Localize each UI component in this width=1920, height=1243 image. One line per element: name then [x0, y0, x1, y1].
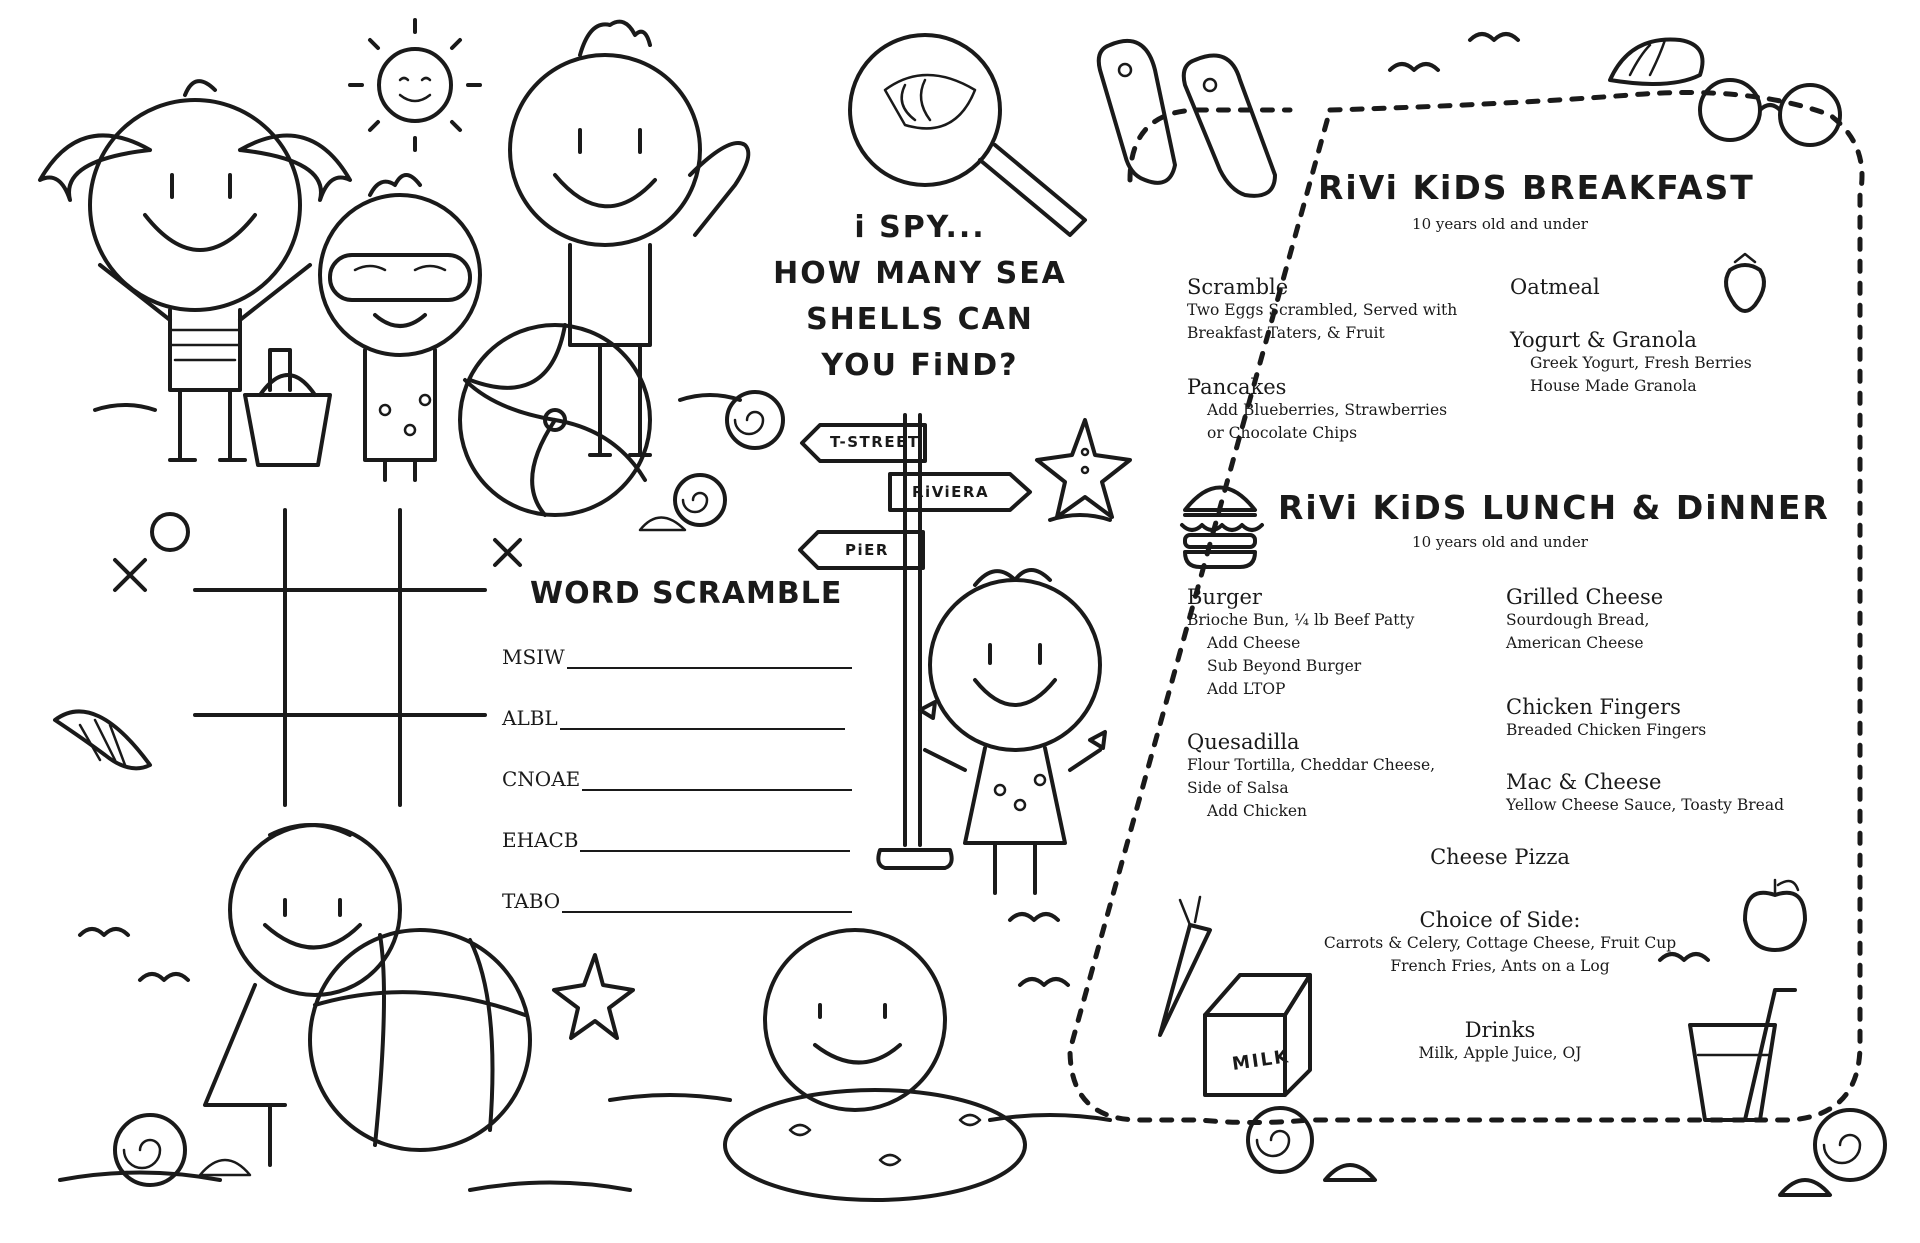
answer-blank[interactable]: [562, 893, 852, 913]
scramble-row: [502, 767, 852, 791]
word-scramble-title: WORD SCRAMBLE: [530, 576, 843, 611]
sign-t-street: T-STREET: [830, 433, 920, 451]
bucket-icon: [245, 350, 330, 465]
snail-shell-icon: [1815, 1110, 1885, 1180]
item-desc: Brioche Bun, ¼ lb Beef Patty: [1187, 611, 1415, 629]
beach-ball-icon: [460, 325, 650, 515]
flip-flops-icon: [1099, 41, 1275, 196]
item-name: Pancakes: [1187, 375, 1287, 399]
menu-item-mac-cheese: [1506, 770, 1784, 817]
item-desc: American Cheese: [1506, 634, 1644, 652]
scramble-row: [502, 828, 850, 852]
seashell-icon: [1610, 40, 1703, 85]
breakfast-subtitle: 10 years old and under: [1412, 215, 1588, 233]
item-desc: French Fries, Ants on a Log: [1390, 957, 1610, 975]
item-name: Mac & Cheese: [1506, 770, 1662, 794]
item-desc: Two Eggs Scrambled, Served with: [1187, 301, 1458, 319]
item-desc: or Chocolate Chips: [1207, 424, 1358, 442]
seashell-icon: [1325, 1165, 1830, 1195]
milk-carton-icon: [1205, 975, 1310, 1095]
girl-pigtails-icon: [40, 81, 350, 460]
menu-item-cheese-pizza: [1300, 845, 1700, 869]
scramble-word: TABO: [502, 889, 561, 913]
snorkel-boy-icon: [320, 175, 480, 480]
menu-item-yogurt: [1510, 328, 1752, 398]
breakfast-title: RiVi KiDS BREAKFAST: [1318, 168, 1755, 207]
item-desc: Breakfast Taters, & Fruit: [1187, 324, 1385, 342]
menu-item-drinks: [1300, 1018, 1700, 1065]
item-desc: Add Blueberries, Strawberries: [1207, 401, 1448, 419]
item-desc: Sourdough Bread,: [1506, 611, 1650, 629]
item-desc: Greek Yogurt, Fresh Berries: [1530, 354, 1752, 372]
lunch-subtitle: 10 years old and under: [1412, 533, 1588, 551]
item-name: Yogurt & Granola: [1510, 328, 1697, 352]
item-desc: Side of Salsa: [1187, 779, 1289, 797]
ispy-line-1: i SPY...: [854, 210, 986, 245]
tic-tac-toe-grid: [195, 510, 485, 805]
answer-blank[interactable]: [582, 771, 852, 791]
lunch-title: RiVi KiDS LUNCH & DiNNER: [1278, 488, 1830, 527]
answer-blank[interactable]: [560, 710, 845, 730]
item-name: Choice of Side:: [1419, 908, 1581, 932]
item-name: Drinks: [1464, 1018, 1536, 1042]
item-desc: Carrots & Celery, Cottage Cheese, Fruit Cup: [1323, 934, 1677, 952]
x-icon: [115, 560, 145, 590]
item-name: Grilled Cheese: [1506, 585, 1664, 609]
carrot-icon: [1160, 897, 1210, 1035]
starfish-icon: [554, 955, 633, 1038]
menu-item-grilled-cheese: [1506, 585, 1663, 655]
x-icon: [495, 540, 520, 565]
menu-item-burger: [1187, 585, 1414, 701]
item-name: Chicken Fingers: [1506, 695, 1681, 719]
item-name: Oatmeal: [1510, 275, 1600, 299]
boy-waving-icon: [510, 22, 748, 455]
item-desc: House Made Granola: [1530, 377, 1697, 395]
snail-shell-icon: [1248, 1108, 1312, 1172]
item-name: Cheese Pizza: [1430, 845, 1570, 869]
item-addon: Add Chicken: [1207, 802, 1307, 820]
item-name: Quesadilla: [1187, 730, 1300, 754]
ispy-heading: [770, 205, 1070, 389]
apple-icon: [1745, 880, 1805, 950]
scramble-row: [502, 889, 852, 913]
item-desc: Milk, Apple Juice, OJ: [1418, 1044, 1582, 1062]
strawberry-icon: [1726, 254, 1764, 311]
menu-item-quesadilla: [1187, 730, 1435, 823]
sun-icon: [350, 20, 480, 150]
item-name: Burger: [1187, 585, 1262, 609]
ispy-line-2: HOW MANY SEA: [773, 256, 1067, 291]
scramble-word: ALBL: [502, 706, 558, 730]
item-name: Scramble: [1187, 275, 1289, 299]
menu-item-sides: [1250, 908, 1750, 978]
milk-label: MILK: [1230, 1046, 1292, 1075]
scramble-row: [502, 706, 845, 730]
item-addon: Add Cheese: [1207, 634, 1301, 652]
girl-with-ball-icon: [205, 825, 530, 1165]
ispy-line-4: YOU FiND?: [821, 348, 1019, 383]
menu-item-chicken-fingers: [1506, 695, 1706, 742]
sign-pier: PiER: [845, 541, 889, 559]
scramble-row: [502, 645, 852, 669]
item-addon: Sub Beyond Burger: [1207, 657, 1362, 675]
scramble-word: EHACB: [502, 828, 579, 852]
ispy-line-3: SHELLS CAN: [806, 302, 1034, 337]
baby-in-float-icon: [725, 930, 1025, 1200]
item-desc: Flour Tortilla, Cheddar Cheese,: [1187, 756, 1436, 774]
scramble-word: CNOAE: [502, 767, 581, 791]
seashell-icon: [55, 711, 150, 768]
sign-riviera: RiViERA: [912, 483, 990, 501]
item-desc: Yellow Cheese Sauce, Toasty Bread: [1506, 796, 1785, 814]
juice-glass-icon: [1690, 990, 1795, 1120]
item-desc: Breaded Chicken Fingers: [1506, 721, 1707, 739]
snail-shell-icon: [640, 475, 725, 530]
answer-blank[interactable]: [580, 832, 850, 852]
menu-item-pancakes: [1187, 375, 1447, 445]
o-icon: [152, 514, 188, 550]
starfish-icon: [1037, 420, 1130, 517]
girl-with-bows-icon: [920, 570, 1105, 893]
answer-blank[interactable]: [567, 649, 852, 669]
menu-item-oatmeal: [1510, 275, 1600, 299]
menu-item-scramble: [1187, 275, 1457, 345]
scramble-word: MSIW: [502, 645, 565, 669]
item-addon: Add LTOP: [1207, 680, 1286, 698]
